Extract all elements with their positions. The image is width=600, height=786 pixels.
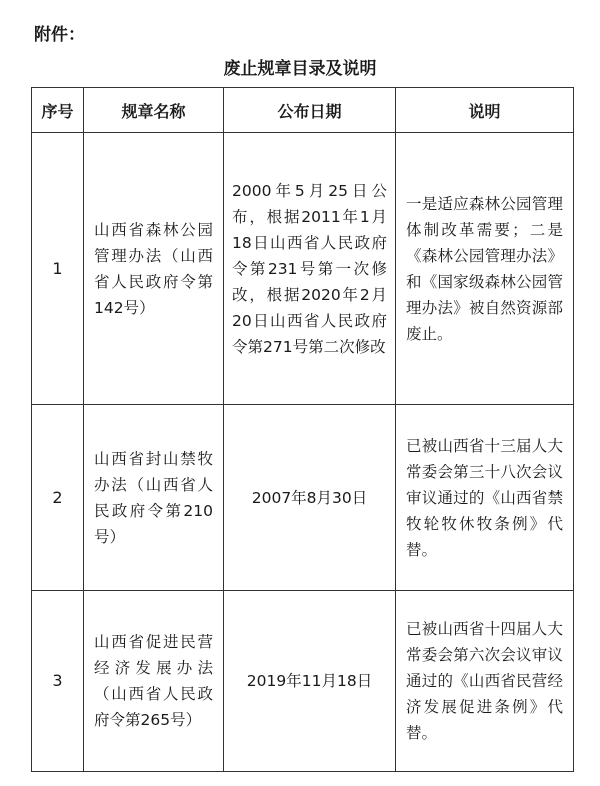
row-seq: 2 [32, 405, 84, 591]
header-name: 规章名称 [84, 88, 224, 133]
row-note: 已被山西省十三届人大常委会第三十八次会议审议通过的《山西省禁牧轮牧休牧条例》代替。 [396, 405, 574, 591]
header-date: 公布日期 [224, 88, 396, 133]
row-publish-date: 2007年8月30日 [224, 405, 396, 591]
repealed-regulations-table [31, 87, 574, 772]
header-seq: 序号 [32, 88, 84, 133]
row-seq: 1 [32, 133, 84, 405]
header-note: 说明 [396, 88, 574, 133]
row-note: 已被山西省十四届人大常委会第六次会议审议通过的《山西省民营经济发展促进条例》代替。 [396, 591, 574, 772]
table-row [32, 591, 574, 772]
document-title: 废止规章目录及说明 [223, 59, 377, 79]
table-row [32, 133, 574, 405]
row-publish-date: 2000年5月25日公布，根据2011年1月18日山西省人民政府令第231号第一次修改，根据2020年2月20日山西省人民政府令第271号第二次修改 [224, 133, 396, 405]
row-regulation-name: 山西省促进民营经济发展办法（山西省人民政府令第265号） [84, 591, 224, 772]
attachment-label: 附件： [34, 25, 85, 45]
row-regulation-name: 山西省封山禁牧办法（山西省人民政府令第210号） [84, 405, 224, 591]
table-row [32, 405, 574, 591]
row-seq: 3 [32, 591, 84, 772]
row-regulation-name: 山西省森林公园管理办法（山西省人民政府令第142号） [84, 133, 224, 405]
table-header-row [32, 88, 574, 133]
row-publish-date: 2019年11月18日 [224, 591, 396, 772]
row-note: 一是适应森林公园管理体制改革需要；二是《森林公园管理办法》和《国家级森林公园管理办法》被自然资源部废止。 [396, 133, 574, 405]
